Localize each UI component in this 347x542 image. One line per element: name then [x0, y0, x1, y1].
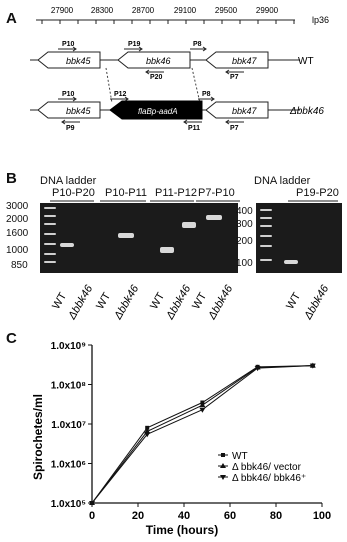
mutant-track-label: Δbbk46	[290, 106, 324, 117]
bbk46-wt-label: bbk46	[146, 56, 171, 66]
primer-p20: P20	[150, 74, 163, 81]
pair-label-1: P10-P20	[52, 187, 95, 199]
ruler-label-4: 29100	[173, 6, 197, 15]
size-label-100: 100	[236, 258, 253, 269]
size-label-850: 850	[11, 260, 28, 271]
cassette-label: flaBp-aadA	[138, 107, 178, 116]
legend-entry: Δ bbk46/ bbk46⁺	[232, 473, 307, 484]
primer-p7-mut: P7	[230, 125, 239, 132]
recomb-line-left	[106, 68, 112, 103]
primer-p10-mut: P10	[62, 91, 75, 98]
chart-xlabel: Time (hours)	[145, 523, 219, 537]
y-tick-label: 1.0x10⁷	[51, 420, 86, 431]
growth-curve-chart	[0, 327, 347, 542]
left-gel-image	[40, 203, 238, 273]
data-point	[221, 453, 225, 457]
gel-band	[60, 243, 74, 247]
chart-ylabel: Spirochetes/ml	[31, 393, 45, 481]
legend-entry: Δ bbk46/ vector	[232, 462, 301, 473]
primer-p8-wt: P8	[193, 41, 202, 48]
size-label-300: 300	[236, 219, 253, 230]
bbk47-wt-label: bbk47	[232, 56, 257, 66]
left-ladder-label: DNA ladder	[40, 175, 97, 187]
ruler-label-1: 27900	[50, 6, 74, 15]
gel-band	[284, 260, 298, 264]
lane-label-1: WT	[50, 290, 70, 312]
size-label-1000: 1000	[6, 245, 29, 256]
lane-label-5: WT	[148, 290, 168, 312]
size-label-200: 200	[236, 236, 253, 247]
lane-label-2: Δbbk46	[66, 283, 96, 322]
lane-labels	[0, 274, 347, 324]
gel-band	[182, 222, 196, 228]
ruler-label-2: 28300	[90, 6, 114, 15]
y-tick-label: 1.0x10⁸	[50, 380, 86, 392]
right-ladder-label: DNA ladder	[254, 175, 311, 187]
panel-b-letter: B	[6, 170, 17, 187]
lane-label-7: WT	[190, 290, 210, 312]
primer-p10-wt: P10	[62, 41, 75, 48]
chart-marks	[89, 363, 316, 506]
recomb-line-right	[192, 68, 200, 103]
size-label-400: 400	[236, 206, 253, 217]
primer-p19: P19	[128, 41, 141, 48]
size-label-3000: 3000	[6, 201, 29, 212]
bbk45-wt-label: bbk45	[66, 56, 91, 66]
y-tick-label: 1.0x10⁶	[50, 459, 86, 471]
x-tick-label: 80	[269, 510, 283, 522]
primer-p9: P9	[66, 125, 75, 132]
y-tick-label: 1.0x10⁹	[50, 341, 86, 352]
y-tick-label: 1.0x10⁵	[50, 499, 86, 510]
gel-band	[160, 247, 174, 253]
pair-label-2: P10-P11	[105, 187, 147, 199]
bbk45-mut-label: bbk45	[66, 106, 91, 116]
size-label-1600: 1600	[6, 228, 29, 239]
ruler-ticks	[42, 20, 294, 24]
pair-label-3: P11-P12	[155, 187, 197, 199]
lane-label-3: WT	[94, 290, 114, 312]
size-label-2000: 2000	[6, 214, 29, 225]
x-tick-label: 100	[312, 510, 332, 522]
gel-band	[118, 233, 134, 238]
ruler-label-3: 28700	[131, 6, 155, 15]
ruler-label-6: 29900	[255, 6, 279, 15]
x-tick-label: 0	[88, 510, 96, 522]
right-pair-label: P19-P20	[296, 187, 339, 199]
x-tick-label: 40	[177, 510, 191, 522]
x-tick-label: 60	[223, 510, 237, 522]
primer-p8-mut: P8	[202, 91, 211, 98]
lane-label-8: Δbbk46	[206, 283, 236, 322]
wt-track-label: WT	[298, 56, 314, 67]
legend-entry: WT	[232, 451, 248, 462]
gene-map-diagram	[0, 0, 347, 140]
panel-a-letter: A	[6, 10, 17, 27]
lane-label-6: Δbbk46	[164, 283, 194, 322]
pair-label-4: P7-P10	[198, 187, 235, 199]
gel-band	[206, 215, 222, 220]
primer-p7-wt: P7	[230, 74, 239, 81]
x-tick-label: 20	[131, 510, 145, 522]
right-lane-label-2: Δbbk46	[302, 283, 332, 322]
lane-label-4: Δbbk46	[112, 283, 142, 322]
data-point	[199, 402, 205, 407]
bbk47-mut-label: bbk47	[232, 106, 257, 116]
panel-c-letter: C	[6, 330, 17, 347]
ruler-label-5: 29500	[214, 6, 238, 15]
plasmid-label: lp36	[312, 15, 330, 25]
primer-p12: P12	[114, 91, 127, 98]
chart-axes	[51, 341, 332, 522]
primer-p11: P11	[188, 125, 201, 132]
right-lane-label-1: WT	[284, 290, 304, 312]
right-gel-image	[256, 203, 342, 273]
